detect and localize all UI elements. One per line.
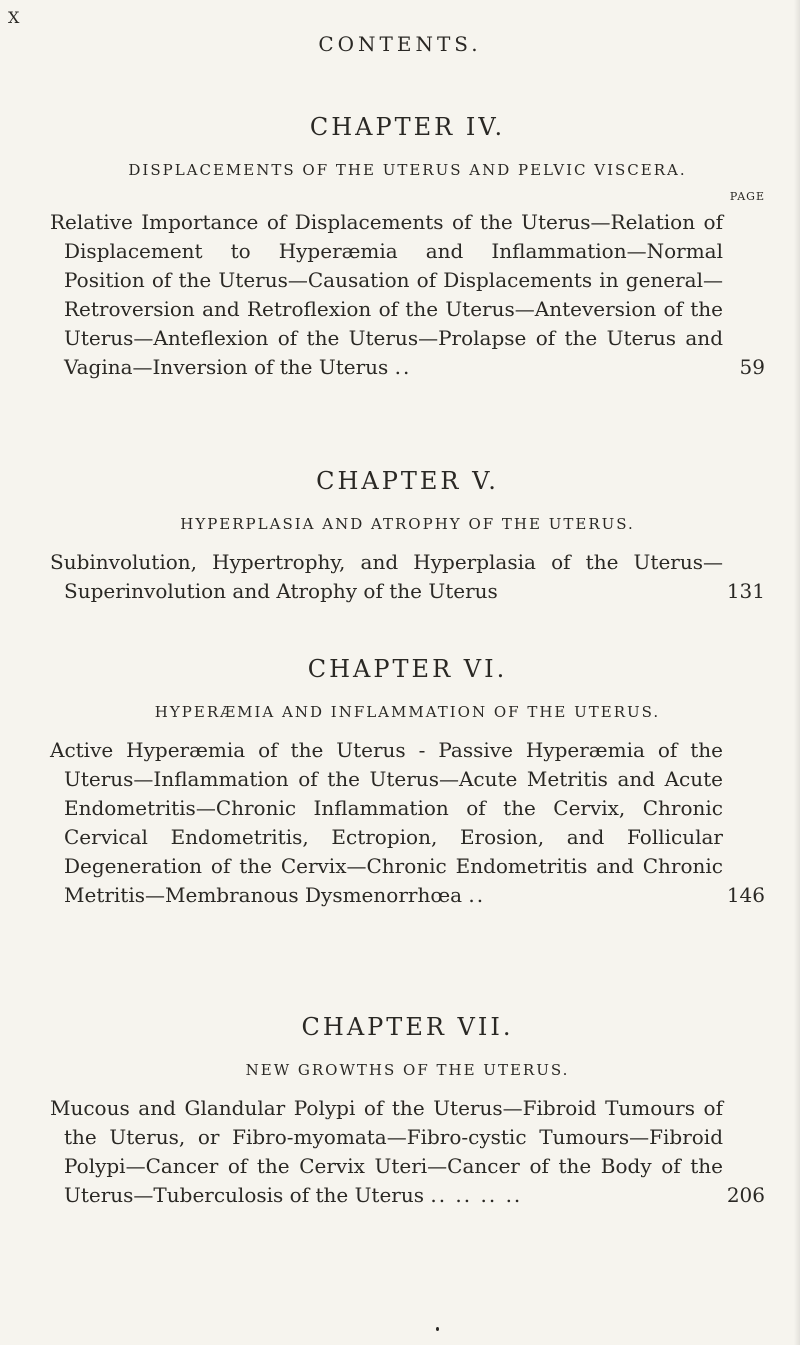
page-number: 146 <box>726 883 765 907</box>
leader-dots: .. <box>394 355 412 379</box>
entry-text: Active Hyperæmia of the Uterus - Passive Hyperæmia of the Uterus—Inflammation of the Uterus—Acute Metritis and Acute Endometritis—Chronic Inflammation of the Cervix, Chronic Cervical Endometritis, Ectropion, Erosion, and Follicular Degeneration of the Cervix—Chronic Endometritis and Chronic Metritis—Membranous Dysmenorrhœa <box>50 738 723 907</box>
page-column-label: PAGE <box>729 190 765 203</box>
leader-dots: .. <box>468 883 486 907</box>
chapter-subtitle: HYPERPLASIA AND ATROPHY OF THE UTERUS. <box>180 515 635 533</box>
chapter-section <box>50 1012 765 1210</box>
leader-dots: .. .. .. .. <box>430 1183 523 1207</box>
page-edge-shadow <box>794 0 800 1345</box>
chapter-entry <box>50 548 765 606</box>
chapter-heading: CHAPTER VI. <box>307 655 508 683</box>
chapter-section <box>50 466 765 606</box>
chapter-section <box>50 654 765 910</box>
chapter-entry <box>50 208 765 382</box>
entry-text: Mucous and Glandular Polypi of the Uterus—Fibroid Tumours of the Uterus, or Fibro-myomata—Fibro-cystic Tumours—Fibroid Polypi—Cancer of the Cervix Uteri—Cancer of the Body of the Uterus—Tuberculosis of the Uterus <box>50 1096 723 1207</box>
chapter-section <box>50 112 765 382</box>
entry-text: Subinvolution, Hypertrophy, and Hyperplasia of the Uterus—Superinvolution and Atrophy of the Uterus <box>50 550 723 603</box>
chapter-heading: CHAPTER VII. <box>301 1013 514 1041</box>
chapter-subtitle: NEW GROWTHS OF THE UTERUS. <box>245 1061 570 1079</box>
page-number: 131 <box>726 579 765 603</box>
page-number: 59 <box>739 355 765 379</box>
chapter-subtitle: DISPLACEMENTS OF THE UTERUS AND PELVIC VISCERA. <box>128 161 687 179</box>
page-number: 206 <box>726 1183 765 1207</box>
print-speck <box>436 1327 439 1331</box>
chapter-heading: CHAPTER V. <box>316 467 499 495</box>
chapter-subtitle: HYPERÆMIA AND INFLAMMATION OF THE UTERUS. <box>154 703 661 721</box>
page-roman-numeral: X <box>8 8 21 27</box>
chapter-entry <box>50 1094 765 1210</box>
page-title: CONTENTS. <box>318 32 482 56</box>
chapter-heading: CHAPTER IV. <box>309 113 506 141</box>
chapter-entry <box>50 736 765 910</box>
entry-text: Relative Importance of Displacements of the Uterus—Relation of Displacement to Hyperæmia and Inflammation—Normal Position of the Uterus—Causation of Displacements in general—Retroversion and Retroflexion of the Uterus—Anteversion of the Uterus—Anteflexion of the Uterus—Prolapse of the Uterus and Vagina—Inversion of the Uterus <box>50 210 723 379</box>
